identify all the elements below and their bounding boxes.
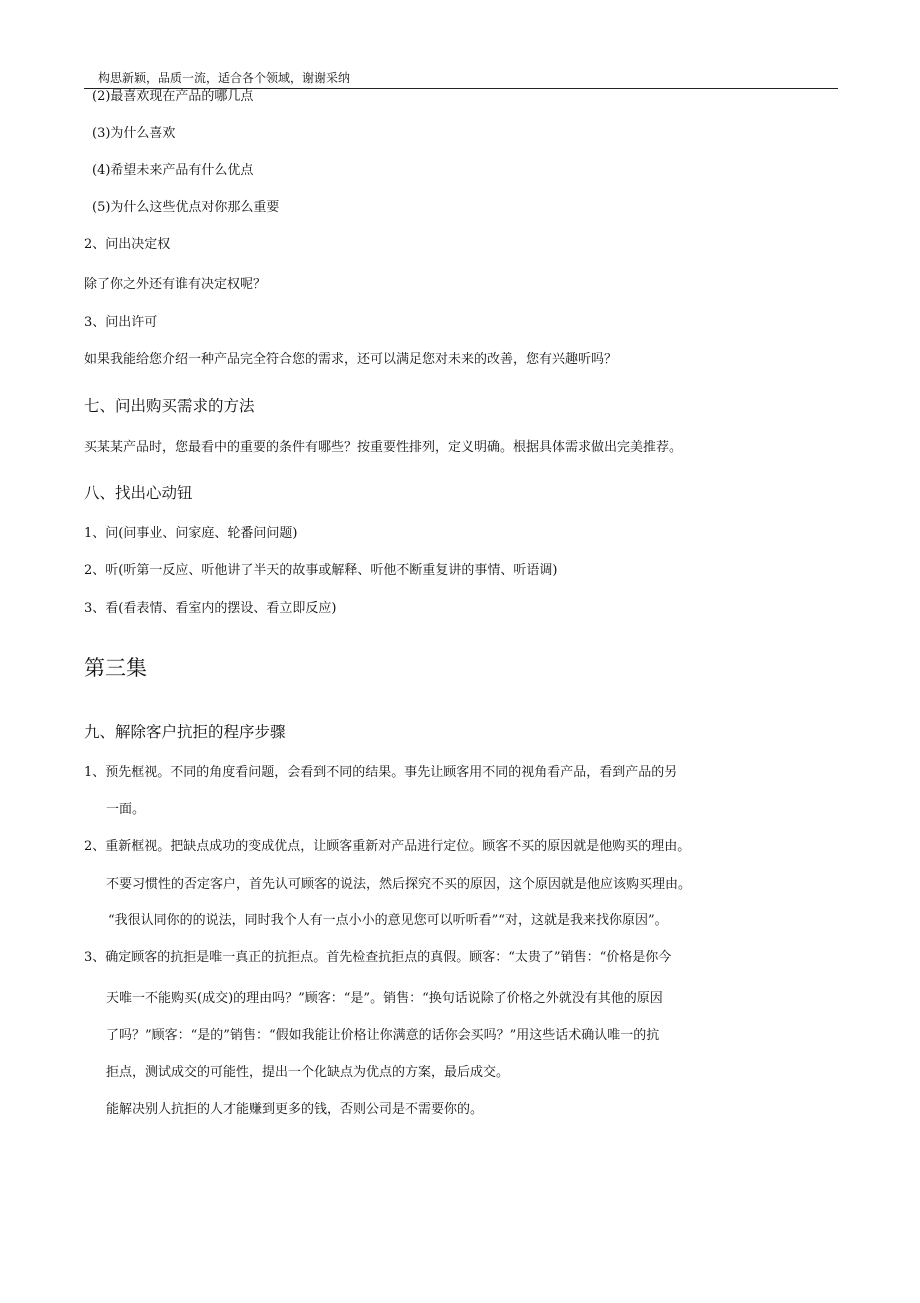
question-5: (5)为什么这些优点对你那么重要: [92, 200, 280, 215]
section-9-item-3-line-1: 3、确定顾客的抗拒是唯一真正的抗拒点。首先检查抗拒点的真假。顾客：“太贵了”销售：“价格是你今: [84, 950, 672, 965]
header-slogan: 构思新颖，品质一流，适合各个领域，谢谢采纳: [98, 71, 351, 85]
section-8-item-2: 2、听(听第一反应、听他讲了半天的故事或解释、听他不断重复讲的事情、听语调): [84, 563, 558, 578]
section-9-item-3-line-3: 了吗？”顾客：“是的”销售：“假如我能让价格让你满意的话你会买吗？”用这些话术确认唯一的抗: [106, 1028, 660, 1043]
page-header: [84, 68, 838, 89]
section-9-item-3-line-2: 天唯一不能购买(成交)的理由吗？”顾客：“是”。销售：“换句话说除了价格之外就没有其他的原因: [106, 991, 663, 1006]
question-4: (4)希望未来产品有什么优点: [92, 163, 254, 178]
section-9-item-2-line-2: 不要习惯性的否定客户，首先认可顾客的说法，然后探究不买的原因，这个原因就是他应该购买理由。: [106, 877, 692, 892]
section-7-text: 买某某产品时，您最看中的重要的条件有哪些？按重要性排列，定义明确。根据具体需求做出完美推荐。: [84, 440, 683, 455]
question-3: (3)为什么喜欢: [92, 126, 176, 141]
question-2: (2)最喜欢现在产品的哪几点: [92, 89, 254, 104]
section-9-item-1-line-2: 一面。: [106, 802, 146, 817]
section-9-item-2-line-3: “我很认同你的的说法，同时我个人有一点小小的意见您可以听听看”“对，这就是我来找你原因”。: [108, 913, 668, 928]
section-9-item-3-line-4: 拒点，测试成交的可能性，提出一个化缺点为优点的方案，最后成交。: [106, 1065, 510, 1080]
decision-text: 除了你之外还有谁有决定权呢？: [84, 277, 267, 292]
section-9-item-2-line-1: 2、重新框视。把缺点成功的变成优点，让顾客重新对产品进行定位。顾客不买的原因就是他购买的理由。: [84, 839, 691, 854]
decision-title: 2、问出决定权: [84, 237, 171, 252]
chapter-title: 第三集: [84, 656, 147, 680]
section-8-item-1: 1、问(问事业、问家庭、轮番问问题): [84, 526, 298, 541]
section-8-item-3: 3、看(看表情、看室内的摆设、看立即反应): [84, 601, 337, 616]
section-8-title: 八、找出心动钮: [84, 484, 193, 502]
section-9-item-1-line-1: 1、预先框视。不同的角度看问题，会看到不同的结果。事先让顾客用不同的视角看产品，看到产品的另: [84, 765, 678, 780]
section-9-item-3-line-5: 能解决别人抗拒的人才能赚到更多的钱，否则公司是不需要你的。: [106, 1102, 484, 1117]
permission-text: 如果我能给您介绍一种产品完全符合您的需求，还可以满足您对未来的改善，您有兴趣听吗？: [84, 352, 618, 367]
section-9-title: 九、解除客户抗拒的程序步骤: [84, 723, 286, 741]
permission-title: 3、问出许可: [84, 315, 158, 330]
section-7-title: 七、问出购买需求的方法: [84, 397, 255, 415]
